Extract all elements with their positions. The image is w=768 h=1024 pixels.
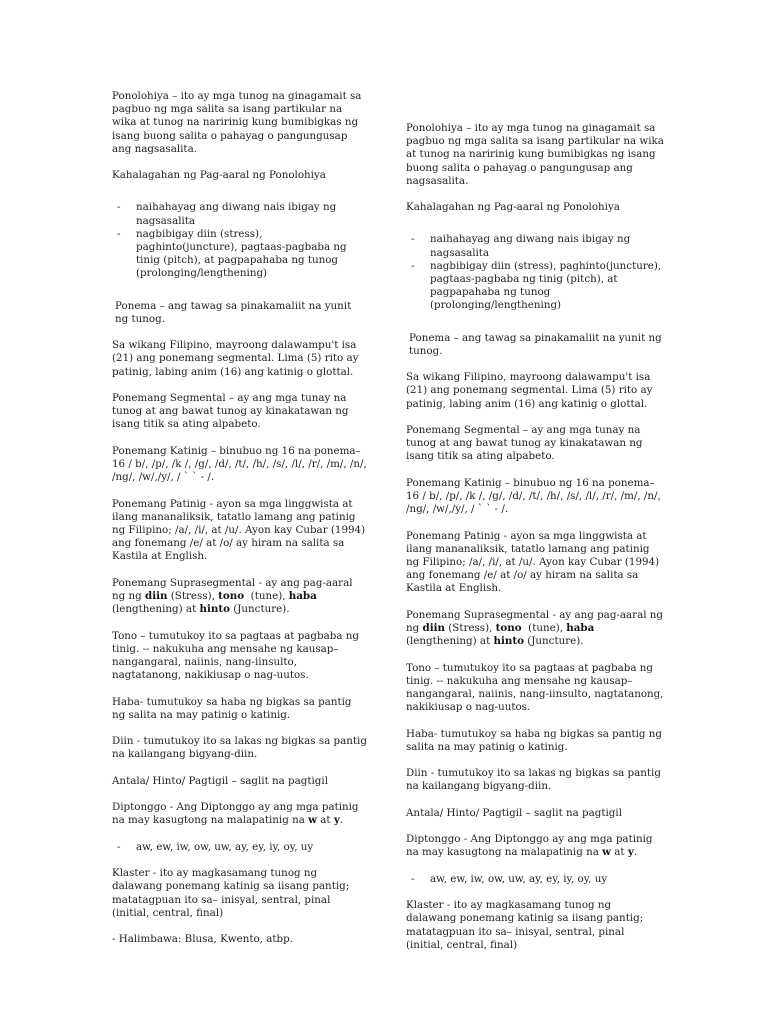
paragraph-wikang-filipino: Sa wikang Filipino, mayroong dalawampu't isa (21) ang ponemang segmental. Lima (5) rito ay patinig, labing anim (16) ang katinig o glottal. [112, 339, 359, 378]
paragraph-wikang-filipino: Sa wikang Filipino, mayroong dalawampu't isa (21) ang ponemang segmental. Lima (5) rito ay patinig, labing anim (16) ang katinig o glottal. [406, 371, 653, 410]
paragraph-antala: Antala/ Hinto/ Pagtigil – saglit na pagtigil [406, 806, 622, 819]
paragraph-segmental: Ponemang Segmental – ay ang mga tunay na tunog at ang bawat tunog ay kinakatawan ng isang titik sa ating alpabeto. [112, 392, 349, 431]
dash-bullet: - [411, 233, 415, 246]
paragraph-patinig: Ponemang Patinig - ayon sa mga linggwista at ilang mananaliksik, tatatlo lamang ang patinig ng Filipino; /a/, /i/, at /u/. Ayon kay Cubar (1994) ang fonemang /e/ at /o/ ay hiram na salita sa Kastila at English. [112, 497, 366, 563]
list-item: - aw, ew, iw, ow, uw, ay, ey, iy, oy, uy [117, 840, 314, 853]
paragraph-suprasegmental: Ponemang Suprasegmental - ay ang pag-aaral ng ng diin (Stress), tono (tune), haba (lengthening) at hinto (Juncture). [406, 608, 664, 648]
paragraph-diin: Diin - tumutukoy ito sa lakas ng bigkas sa pantig na kailangang bigyang-diin. [406, 767, 661, 793]
paragraph-antala: Antala/ Hinto/ Pagtigil – saglit na pagtigil [112, 774, 328, 787]
document-column-right [406, 122, 664, 965]
list-kahalagahan [406, 233, 664, 312]
paragraph-segmental: Ponemang Segmental – ay ang mga tunay na tunog at ang bawat tunog ay kinakatawan ng isang titik sa ating alpabeto. [406, 424, 643, 463]
paragraph-tono: Tono – tumutukoy ito sa pagtaas at pagbaba ng tinig. -- nakukuha ang mensahe ng kausap– nangangaral, naiinis, nang-iinsulto, nagtatanong, nakikiusap o nag-uutos. [112, 629, 359, 682]
list-item: - naihahayag ang diwang nais ibigay ng nagsasalita [411, 233, 631, 259]
paragraph-patinig: Ponemang Patinig - ayon sa mga linggwista at ilang mananaliksik, tatatlo lamang ang patinig ng Filipino; /a/, /i/, at /u/. Ayon kay Cubar (1994) ang fonemang /e/ at /o/ ay hiram na salita sa Kastila at English. [406, 529, 660, 595]
heading-kahalagahan: Kahalagahan ng Pag-aaral ng Ponolohiya [112, 169, 326, 182]
dash-bullet: - [117, 840, 121, 853]
definition-ponolohiya: Ponolohiya – ito ay mga tunog na ginagamait sa pagbuo ng mga salita sa isang partikular na wika at tunog na naririnig kung bumibigkas ng isang buong salita o pahayag o pangungusap ang nagsasalita. [112, 90, 362, 155]
dash-bullet: - [117, 227, 121, 240]
dash-bullet: - [411, 259, 415, 272]
definition-ponolohiya: Ponolohiya – ito ay mga tunog na ginagamait sa pagbuo ng mga salita sa isang partikular na wika at tunog na naririnig kung bumibigkas ng isang buong salita o pahayag o pangungusap ang nagsasalita. [406, 122, 664, 187]
paragraph-diin: Diin - tumutukoy ito sa lakas ng bigkas sa pantig na kailangang bigyang-diin. [112, 735, 367, 761]
list-diptonggo [406, 873, 664, 886]
list-item: - nagbibigay diin (stress), paghinto(juncture), pagtaas-pagbaba ng tinig (pitch), at pagpapahaba ng tunog (prolonging/lengthening) [411, 259, 662, 312]
list-item: - aw, ew, iw, ow, uw, ay, ey, iy, oy, uy [411, 872, 608, 885]
paragraph-diptonggo: Diptonggo - Ang Diptonggo ay ang mga patinig na may kasugtong na malapatinig na w at y. [112, 801, 359, 827]
definition-ponema: Ponema – ang tawag sa pinakamaliit na yunit ng tunog. [409, 331, 662, 357]
paragraph-katinig: Ponemang Katinig – binubuo ng 16 na ponema– 16 / b/, /p/, /k /, /g/, /d/, /t/, /h/, /s/, /l/, /r/, /m/, /n/, /ng/, /w/,/y/, / ` ` - /. [406, 476, 661, 516]
list-item: - nagbibigay diin (stress), paghinto(juncture), pagtaas-pagbaba ng tinig (pitch), at pagpapahaba ng tunog (prolonging/lengthening) [117, 227, 347, 280]
dash-bullet: - [411, 872, 415, 885]
paragraph-diptonggo: Diptonggo - Ang Diptonggo ay ang mga patinig na may kasugtong na malapatinig na w at y. [406, 833, 653, 859]
paragraph-klaster: Klaster - ito ay magkasamang tunog ng dalawang ponemang katinig sa iisang pantig; matatagpuan ito sa– inisyal, sentral, pinal (initial, central, final) [112, 867, 350, 919]
paragraph-tono: Tono – tumutukoy ito sa pagtaas at pagbaba ng tinig. -- nakukuha ang mensahe ng kausap– nangangaral, naiinis, nang-iinsulto, nagtatanong, nakikiusap o nag-uutos. [406, 661, 664, 714]
list-item: - naihahayag ang diwang nais ibigay ng nagsasalita [117, 201, 337, 227]
document-column-left [112, 90, 367, 960]
list-diptonggo [112, 841, 367, 854]
paragraph-halimbawa: - Halimbawa: Blusa, Kwento, atbp. [112, 933, 293, 946]
definition-ponema: Ponema – ang tawag sa pinakamaliit na yunit ng tunog. [115, 299, 352, 325]
dash-bullet: - [117, 201, 121, 214]
heading-kahalagahan: Kahalagahan ng Pag-aaral ng Ponolohiya [406, 201, 620, 214]
paragraph-haba: Haba- tumutukoy sa haba ng bigkas sa pantig ng salita na may patinig o katinig. [112, 695, 352, 721]
list-kahalagahan [112, 201, 367, 280]
paragraph-haba: Haba- tumutukoy sa haba ng bigkas sa pantig ng salita na may patinig o katinig. [406, 727, 663, 753]
paragraph-suprasegmental: Ponemang Suprasegmental - ay ang pag-aaral ng ng diin (Stress), tono (tune), haba (lengthening) at hinto (Juncture). [112, 576, 353, 616]
paragraph-katinig: Ponemang Katinig – binubuo ng 16 na ponema– 16 / b/, /p/, /k /, /g/, /d/, /t/, /h/, /s/, /l/, /r/, /m/, /n/, /ng/, /w/,/y/, / ` ` - /. [112, 444, 367, 484]
paragraph-klaster: Klaster - ito ay magkasamang tunog ng dalawang ponemang katinig sa iisang pantig; matatagpuan ito sa– inisyal, sentral, pinal (initial, central, final) [406, 899, 644, 951]
